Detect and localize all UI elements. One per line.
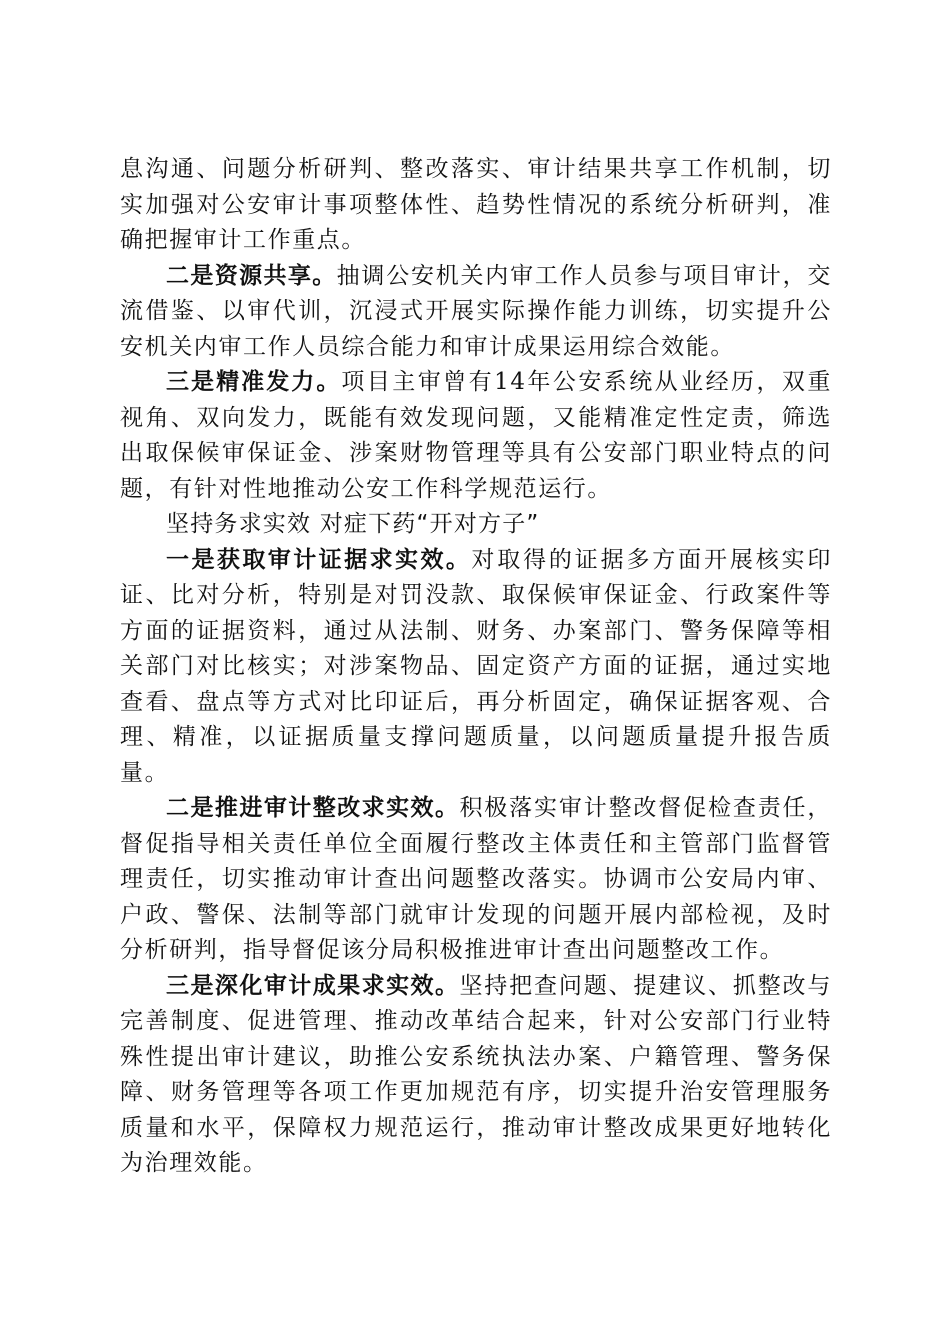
paragraph-lead: 三是深化审计成果求实效。 [166,972,460,999]
paragraph-lead: 二是推进审计整改求实效。 [166,795,460,821]
paragraph-rectification [120,791,832,969]
paragraph-lead: 一是获取审计证据求实效。 [166,546,472,573]
paragraph-text: 坚持把查问题、提建议、抓整改与完善制度、促进管理、推动改革结合起来，针对公安部门行业特殊性提出审计建议，助推公安系统执法办案、户籍管理、警务保障、财务管理等各项工作更加规范有序，切实提升治安管理服务质量和水平，保障权力规范运行，推动审计整改成果更好地转化为治理效能。 [120,972,833,1176]
document-body [120,152,832,1182]
paragraph-text: 息沟通、问题分析研判、整改落实、审计结果共享工作机制，切实加强对公安审计事项整体性、趋势性情况的系统分析研判，准确把握审计工作重点。 [120,156,832,253]
paragraph-evidence [120,543,832,792]
paragraph-results [120,969,832,1182]
paragraph-text: 抽调公安机关内审工作人员参与项目审计，交流借鉴、以审代训，沉浸式开展实际操作能力训练，切实提升公安机关内审工作人员综合能力和审计成果运用综合效能。 [120,262,832,360]
paragraph-resource-sharing [120,259,832,366]
paragraph-continuation [120,152,832,259]
paragraph-lead: 二是资源共享。 [166,262,337,289]
paragraph-precise-effort [120,365,832,507]
section-heading: 坚持务求实效 对症下药“开对方子” [166,511,540,537]
paragraph-text: 项目主审曾有14年公安系统从业经历，双重视角、双向发力，既能有效发现问题，又能精准定性定责，筛选出取保候审保证金、涉案财物管理等具有公安部门职业特点的问题，有针对性地推动公安工作科学规范运行。 [120,369,832,502]
paragraph-lead: 三是精准发力。 [166,369,342,395]
paragraph-text: 积极落实审计整改督促检查责任，督促指导相关责任单位全面履行整改主体责任和主管部门监督管理责任，切实推动审计查出问题整改落实。协调市公安局内审、户政、警保、法制等部门就审计发现的问题开展内部检视，及时分析研判，指导督促该分局积极推进审计查出问题整改工作。 [120,795,833,963]
paragraph-text: 对取得的证据多方面开展核实印证、比对分析，特别是对罚没款、取保候审保证金、行政案件等方面的证据资料，通过从法制、财务、办案部门、警务保障等相关部门对比核实；对涉案物品、固定资产方面的证据，通过实地查看、盘点等方式对比印证后，再分析固定，确保证据客观、合理、精准，以证据质量支撑问题质量，以问题质量提升报告质量。 [120,546,832,786]
